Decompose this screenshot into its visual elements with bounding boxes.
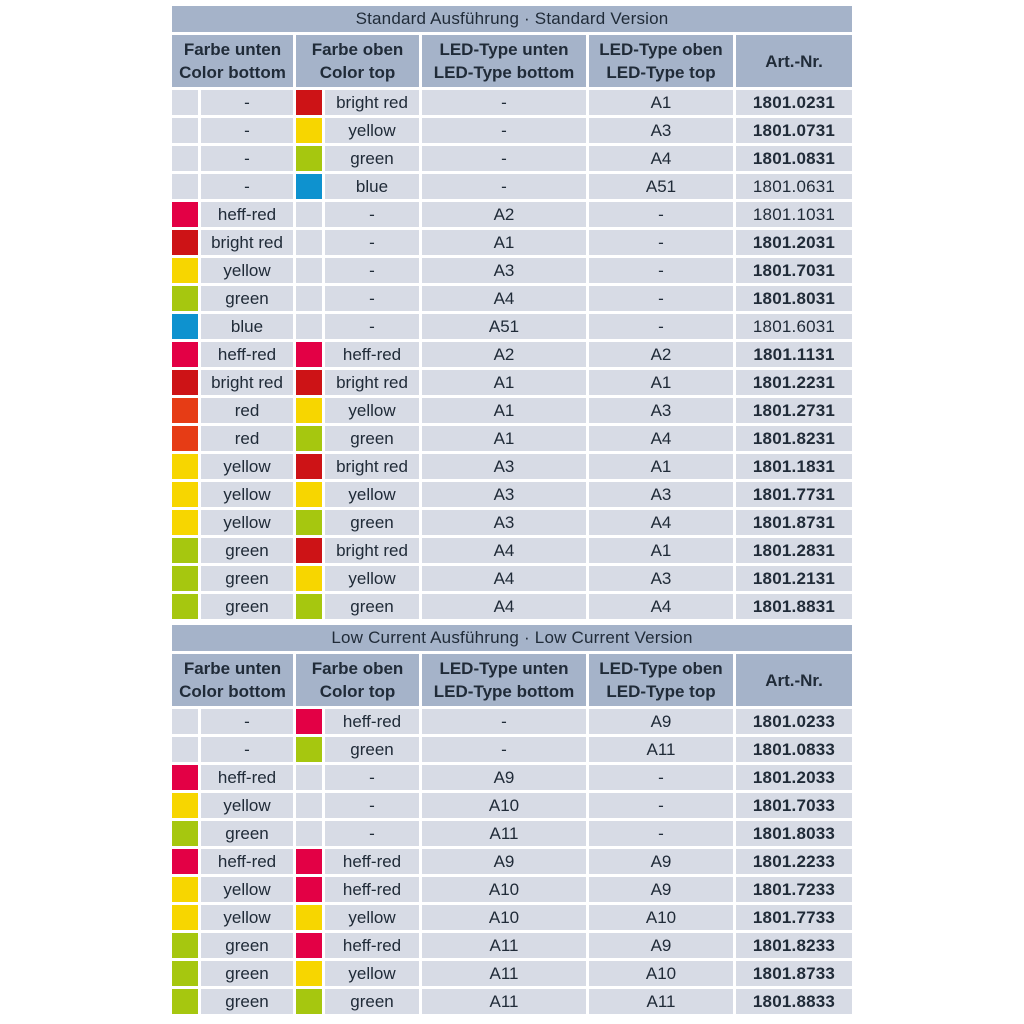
column-header-led-type-top [589, 35, 733, 87]
color-bottom-cell: - [201, 737, 293, 762]
section-title: Standard Ausführung · Standard Version [172, 6, 852, 32]
color-bottom-cell: - [201, 90, 293, 115]
table-row [172, 877, 852, 902]
header-line1: LED-Type oben [599, 659, 723, 678]
color-swatch-bottom [172, 793, 198, 818]
color-top-cell: yellow [325, 118, 419, 143]
led-type-bottom-cell: A11 [422, 989, 586, 1014]
color-swatch-bottom [172, 314, 198, 339]
table-section [172, 6, 852, 619]
color-top-cell: yellow [325, 961, 419, 986]
art-nr-cell: 1801.0231 [736, 90, 852, 115]
color-swatch-top [296, 933, 322, 958]
color-bottom-cell: green [201, 538, 293, 563]
art-nr-cell: 1801.2031 [736, 230, 852, 255]
led-type-bottom-cell: - [422, 90, 586, 115]
led-type-bottom-cell: A10 [422, 877, 586, 902]
header-line2: Color bottom [179, 63, 286, 82]
color-bottom-cell: yellow [201, 793, 293, 818]
color-swatch-top [296, 398, 322, 423]
table-row [172, 426, 852, 451]
art-nr-cell: 1801.2231 [736, 370, 852, 395]
color-swatch-top [296, 961, 322, 986]
color-top-cell: green [325, 146, 419, 171]
header-line1: Art.-Nr. [765, 51, 823, 71]
led-type-top-cell: A10 [589, 905, 733, 930]
color-bottom-cell: - [201, 118, 293, 143]
art-nr-cell: 1801.2831 [736, 538, 852, 563]
color-swatch-bottom [172, 849, 198, 874]
color-swatch-bottom [172, 737, 198, 762]
led-type-top-cell: A3 [589, 118, 733, 143]
header-line1: Farbe unten [183, 40, 282, 59]
led-type-top-cell: A4 [589, 510, 733, 535]
color-swatch-top [296, 90, 322, 115]
led-type-bottom-cell: A9 [422, 765, 586, 790]
color-swatch-bottom [172, 594, 198, 619]
color-bottom-cell: yellow [201, 454, 293, 479]
header-line2: Color bottom [179, 682, 286, 701]
color-swatch-top [296, 594, 322, 619]
color-swatch-bottom [172, 933, 198, 958]
color-swatch-top [296, 709, 322, 734]
led-type-top-cell: - [589, 258, 733, 283]
column-header-color-top [296, 654, 419, 706]
color-swatch-bottom [172, 482, 198, 507]
table-row [172, 482, 852, 507]
header-line2: LED-Type bottom [433, 682, 575, 701]
table-row [172, 821, 852, 846]
table-row [172, 230, 852, 255]
color-bottom-cell: - [201, 709, 293, 734]
column-header-color-bottom [172, 654, 293, 706]
color-bottom-cell: red [201, 426, 293, 451]
color-top-cell: yellow [325, 482, 419, 507]
table-row [172, 849, 852, 874]
color-top-cell: - [325, 258, 419, 283]
table-row [172, 933, 852, 958]
led-type-bottom-cell: - [422, 174, 586, 199]
color-swatch-top [296, 989, 322, 1014]
art-nr-cell: 1801.8831 [736, 594, 852, 619]
art-nr-cell: 1801.2131 [736, 566, 852, 591]
art-nr-cell: 1801.8731 [736, 510, 852, 535]
led-type-top-cell: - [589, 286, 733, 311]
color-top-cell: bright red [325, 538, 419, 563]
color-bottom-cell: bright red [201, 370, 293, 395]
led-type-top-cell: A11 [589, 989, 733, 1014]
led-type-top-cell: A2 [589, 342, 733, 367]
led-type-bottom-cell: - [422, 737, 586, 762]
color-top-cell: heff-red [325, 342, 419, 367]
art-nr-cell: 1801.1031 [736, 202, 852, 227]
table-row [172, 342, 852, 367]
color-swatch-top [296, 314, 322, 339]
color-top-cell: - [325, 821, 419, 846]
led-type-bottom-cell: A3 [422, 482, 586, 507]
section-title: Low Current Ausführung · Low Current Version [172, 625, 852, 651]
table-row [172, 454, 852, 479]
table-header-row [172, 35, 852, 87]
color-top-cell: - [325, 230, 419, 255]
color-bottom-cell: heff-red [201, 765, 293, 790]
table-row [172, 202, 852, 227]
color-bottom-cell: red [201, 398, 293, 423]
color-top-cell: heff-red [325, 877, 419, 902]
table-section [172, 625, 852, 1014]
color-top-cell: - [325, 286, 419, 311]
color-bottom-cell: heff-red [201, 342, 293, 367]
led-type-bottom-cell: A10 [422, 793, 586, 818]
art-nr-cell: 1801.6031 [736, 314, 852, 339]
led-type-top-cell: A1 [589, 538, 733, 563]
table-row [172, 314, 852, 339]
color-swatch-bottom [172, 510, 198, 535]
color-swatch-bottom [172, 202, 198, 227]
color-swatch-top [296, 566, 322, 591]
header-line2: Color top [319, 682, 396, 701]
art-nr-cell: 1801.8233 [736, 933, 852, 958]
color-swatch-bottom [172, 118, 198, 143]
led-type-top-cell: A3 [589, 566, 733, 591]
color-swatch-bottom [172, 286, 198, 311]
header-line2: Color top [319, 63, 396, 82]
color-swatch-bottom [172, 90, 198, 115]
section-rows [172, 90, 852, 619]
color-top-cell: green [325, 594, 419, 619]
color-swatch-top [296, 849, 322, 874]
color-bottom-cell: bright red [201, 230, 293, 255]
art-nr-cell: 1801.7733 [736, 905, 852, 930]
color-swatch-bottom [172, 230, 198, 255]
led-type-top-cell: A1 [589, 370, 733, 395]
color-top-cell: bright red [325, 370, 419, 395]
color-swatch-top [296, 146, 322, 171]
led-type-bottom-cell: A3 [422, 454, 586, 479]
column-header-color-bottom [172, 35, 293, 87]
art-nr-cell: 1801.8033 [736, 821, 852, 846]
color-swatch-bottom [172, 370, 198, 395]
art-nr-cell: 1801.1831 [736, 454, 852, 479]
led-type-bottom-cell: A3 [422, 258, 586, 283]
color-top-cell: heff-red [325, 933, 419, 958]
table-row [172, 961, 852, 986]
led-type-top-cell: A9 [589, 933, 733, 958]
led-type-top-cell: A9 [589, 709, 733, 734]
color-swatch-bottom [172, 989, 198, 1014]
table-row [172, 765, 852, 790]
color-swatch-bottom [172, 709, 198, 734]
column-header-led-type-bottom [422, 35, 586, 87]
led-type-top-cell: A4 [589, 594, 733, 619]
header-line1: LED-Type unten [439, 40, 569, 59]
color-top-cell: bright red [325, 90, 419, 115]
led-type-bottom-cell: - [422, 146, 586, 171]
header-line2: LED-Type top [606, 63, 716, 82]
color-bottom-cell: green [201, 989, 293, 1014]
color-swatch-top [296, 174, 322, 199]
color-top-cell: - [325, 765, 419, 790]
color-bottom-cell: green [201, 566, 293, 591]
art-nr-cell: 1801.0831 [736, 146, 852, 171]
led-type-bottom-cell: A4 [422, 594, 586, 619]
color-top-cell: heff-red [325, 709, 419, 734]
header-line1: Farbe unten [183, 659, 282, 678]
led-type-bottom-cell: A9 [422, 849, 586, 874]
color-bottom-cell: yellow [201, 482, 293, 507]
led-type-bottom-cell: A1 [422, 230, 586, 255]
led-type-top-cell: - [589, 202, 733, 227]
table-row [172, 370, 852, 395]
led-type-bottom-cell: A2 [422, 202, 586, 227]
table-row [172, 118, 852, 143]
color-bottom-cell: green [201, 286, 293, 311]
color-swatch-top [296, 258, 322, 283]
led-type-bottom-cell: A11 [422, 821, 586, 846]
column-header-art-nr [736, 654, 852, 706]
color-top-cell: blue [325, 174, 419, 199]
color-bottom-cell: blue [201, 314, 293, 339]
art-nr-cell: 1801.0631 [736, 174, 852, 199]
art-nr-cell: 1801.8231 [736, 426, 852, 451]
led-type-bottom-cell: A1 [422, 398, 586, 423]
color-bottom-cell: green [201, 933, 293, 958]
color-bottom-cell: yellow [201, 905, 293, 930]
led-type-bottom-cell: A4 [422, 286, 586, 311]
color-top-cell: green [325, 426, 419, 451]
art-nr-cell: 1801.1131 [736, 342, 852, 367]
header-line2: LED-Type bottom [433, 63, 575, 82]
color-swatch-top [296, 202, 322, 227]
led-type-bottom-cell: A1 [422, 370, 586, 395]
art-nr-cell: 1801.0731 [736, 118, 852, 143]
led-type-bottom-cell: A51 [422, 314, 586, 339]
color-top-cell: - [325, 793, 419, 818]
table-row [172, 793, 852, 818]
art-nr-cell: 1801.2731 [736, 398, 852, 423]
color-top-cell: - [325, 202, 419, 227]
led-type-bottom-cell: A11 [422, 961, 586, 986]
color-top-cell: - [325, 314, 419, 339]
table-header-row [172, 654, 852, 706]
color-swatch-bottom [172, 905, 198, 930]
led-type-top-cell: A1 [589, 454, 733, 479]
table-row [172, 286, 852, 311]
art-nr-cell: 1801.8733 [736, 961, 852, 986]
color-bottom-cell: green [201, 594, 293, 619]
color-bottom-cell: green [201, 821, 293, 846]
led-type-top-cell: A3 [589, 482, 733, 507]
art-nr-cell: 1801.7233 [736, 877, 852, 902]
header-line1: Farbe oben [311, 659, 404, 678]
color-top-cell: green [325, 737, 419, 762]
column-header-led-type-bottom [422, 654, 586, 706]
led-type-top-cell: A51 [589, 174, 733, 199]
color-swatch-top [296, 482, 322, 507]
table-row [172, 174, 852, 199]
color-top-cell: yellow [325, 905, 419, 930]
art-nr-cell: 1801.2033 [736, 765, 852, 790]
color-swatch-top [296, 793, 322, 818]
color-swatch-top [296, 737, 322, 762]
color-swatch-bottom [172, 877, 198, 902]
table-row [172, 90, 852, 115]
header-line1: LED-Type unten [439, 659, 569, 678]
color-swatch-top [296, 286, 322, 311]
color-swatch-bottom [172, 454, 198, 479]
led-type-bottom-cell: A3 [422, 510, 586, 535]
color-bottom-cell: green [201, 961, 293, 986]
color-swatch-bottom [172, 566, 198, 591]
color-swatch-bottom [172, 538, 198, 563]
led-type-top-cell: A1 [589, 90, 733, 115]
led-type-bottom-cell: A11 [422, 933, 586, 958]
table-row [172, 989, 852, 1014]
color-swatch-top [296, 118, 322, 143]
header-line1: Art.-Nr. [765, 670, 823, 690]
led-type-bottom-cell: - [422, 118, 586, 143]
led-type-top-cell: - [589, 765, 733, 790]
led-type-top-cell: - [589, 793, 733, 818]
color-top-cell: yellow [325, 566, 419, 591]
color-bottom-cell: yellow [201, 510, 293, 535]
table-row [172, 146, 852, 171]
color-top-cell: green [325, 510, 419, 535]
led-type-top-cell: A10 [589, 961, 733, 986]
color-swatch-top [296, 905, 322, 930]
led-type-top-cell: A9 [589, 877, 733, 902]
color-top-cell: yellow [325, 398, 419, 423]
table-row [172, 398, 852, 423]
color-swatch-bottom [172, 146, 198, 171]
led-type-bottom-cell: - [422, 709, 586, 734]
color-swatch-bottom [172, 342, 198, 367]
color-swatch-top [296, 538, 322, 563]
color-bottom-cell: heff-red [201, 202, 293, 227]
art-nr-cell: 1801.7031 [736, 258, 852, 283]
led-type-bottom-cell: A2 [422, 342, 586, 367]
art-nr-cell: 1801.2233 [736, 849, 852, 874]
led-type-bottom-cell: A4 [422, 538, 586, 563]
art-nr-cell: 1801.0833 [736, 737, 852, 762]
header-line2: LED-Type top [606, 682, 716, 701]
color-swatch-bottom [172, 426, 198, 451]
color-bottom-cell: - [201, 146, 293, 171]
color-swatch-bottom [172, 765, 198, 790]
color-swatch-top [296, 426, 322, 451]
table-row [172, 594, 852, 619]
led-type-bottom-cell: A10 [422, 905, 586, 930]
color-top-cell: bright red [325, 454, 419, 479]
color-swatch-bottom [172, 398, 198, 423]
color-top-cell: green [325, 989, 419, 1014]
led-type-top-cell: A4 [589, 426, 733, 451]
table-row [172, 905, 852, 930]
column-header-led-type-top [589, 654, 733, 706]
color-swatch-top [296, 454, 322, 479]
color-swatch-top [296, 821, 322, 846]
table-row [172, 709, 852, 734]
table-row [172, 510, 852, 535]
color-swatch-top [296, 342, 322, 367]
color-swatch-bottom [172, 821, 198, 846]
color-bottom-cell: yellow [201, 258, 293, 283]
art-nr-cell: 1801.8833 [736, 989, 852, 1014]
art-nr-cell: 1801.0233 [736, 709, 852, 734]
color-bottom-cell: heff-red [201, 849, 293, 874]
table-row [172, 566, 852, 591]
led-type-top-cell: A9 [589, 849, 733, 874]
color-swatch-top [296, 510, 322, 535]
table-row [172, 737, 852, 762]
color-bottom-cell: yellow [201, 877, 293, 902]
color-swatch-top [296, 230, 322, 255]
led-type-top-cell: - [589, 821, 733, 846]
led-color-table [172, 6, 852, 1020]
header-line1: Farbe oben [311, 40, 404, 59]
art-nr-cell: 1801.7033 [736, 793, 852, 818]
art-nr-cell: 1801.7731 [736, 482, 852, 507]
color-swatch-top [296, 877, 322, 902]
led-type-bottom-cell: A1 [422, 426, 586, 451]
table-row [172, 538, 852, 563]
color-bottom-cell: - [201, 174, 293, 199]
led-type-top-cell: - [589, 230, 733, 255]
art-nr-cell: 1801.8031 [736, 286, 852, 311]
column-header-color-top [296, 35, 419, 87]
led-type-top-cell: A11 [589, 737, 733, 762]
color-swatch-bottom [172, 258, 198, 283]
led-type-top-cell: A3 [589, 398, 733, 423]
led-type-top-cell: A4 [589, 146, 733, 171]
color-swatch-top [296, 765, 322, 790]
color-swatch-bottom [172, 961, 198, 986]
color-swatch-top [296, 370, 322, 395]
table-row [172, 258, 852, 283]
section-rows [172, 709, 852, 1014]
color-swatch-bottom [172, 174, 198, 199]
color-top-cell: heff-red [325, 849, 419, 874]
header-line1: LED-Type oben [599, 40, 723, 59]
column-header-art-nr [736, 35, 852, 87]
led-type-top-cell: - [589, 314, 733, 339]
led-type-bottom-cell: A4 [422, 566, 586, 591]
